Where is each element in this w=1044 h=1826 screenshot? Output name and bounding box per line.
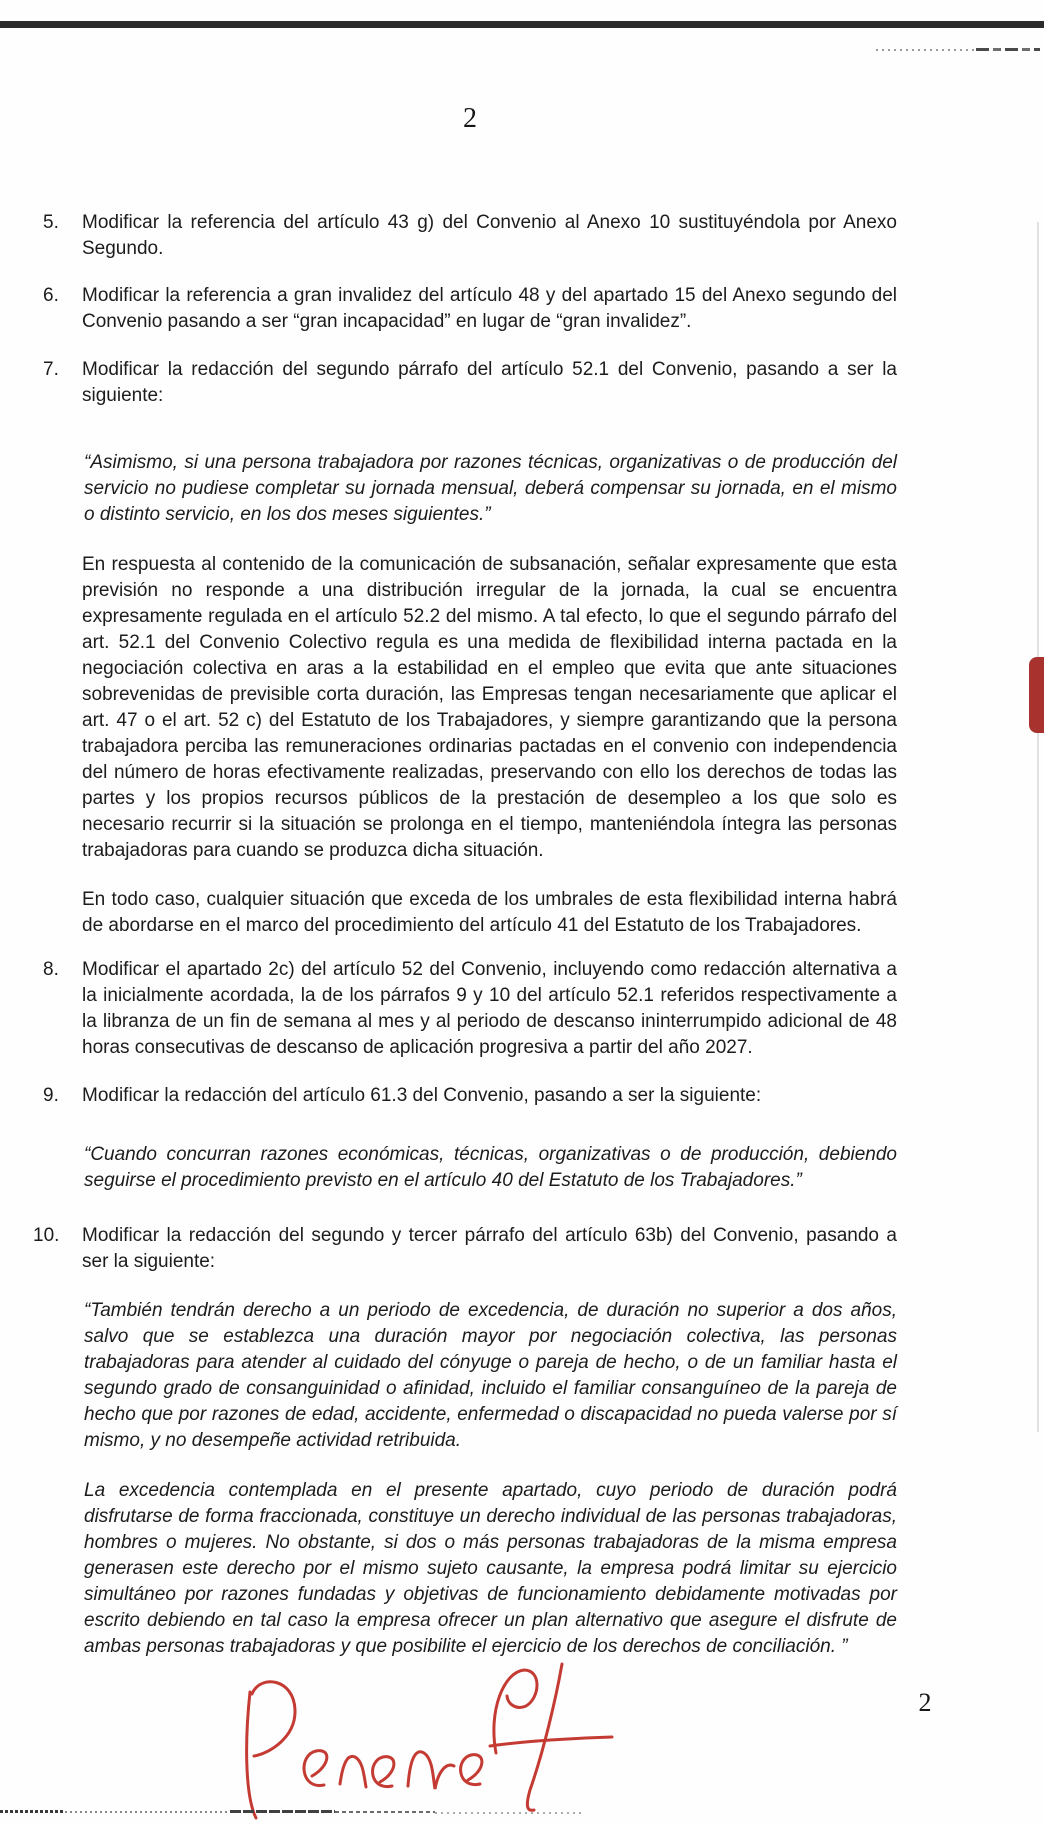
response-paragraph-2: En todo caso, cualquier situación que exceda de los umbrales de esta flexibilidad interna habrá de abordarse en el marco del procedimiento del artículo 41 del Estatuto de los Trabajadores.: [82, 889, 897, 936]
item-number: 9.: [43, 1085, 59, 1106]
item-text: Modificar el apartado 2c) del artículo 52 del Convenio, incluyendo como redacción alternativa a la inicialmente acordada, la de los párrafos 9 y 10 del artículo 52.1 referidos respectivamente a la libranza de un fin de semana al mes y al periodo de descanso ininterrumpido adicional de 48 horas consecutivas de descanso de aplicación progresiva a partir del año 2027.: [82, 959, 897, 1058]
item-number: 10.: [33, 1225, 60, 1246]
scan-edge-bar: [0, 21, 1044, 28]
list-item-6: [43, 283, 897, 335]
quote-article-63b-paragraph-1: “También tendrán derecho a un periodo de excedencia, de duración no superior a dos años, salvo que se establezca una duración mayor por negociación colectiva, las personas trabajadoras para atender al cuidado del cónyuge o pareja de hecho, o de un familiar hasta el segundo grado de consanguinidad o afinidad, incluido el familiar consanguíneo de la pareja de hecho que por razones de edad, accidente, enfermedad o discapacidad no pueda valerse por sí mismo, y no desempeñe actividad retribuida.: [84, 1300, 897, 1451]
scan-artifact-line: [876, 49, 976, 51]
scan-artifact-line: [230, 1810, 335, 1813]
red-annotation-marker[interactable]: [1029, 657, 1044, 733]
item-number: 7.: [43, 359, 59, 380]
scan-artifact-line: [435, 1812, 585, 1814]
list-item-10: [33, 1223, 897, 1275]
list-item-5: [43, 210, 897, 262]
item-text: Modificar la redacción del artículo 61.3 del Convenio, pasando a ser la siguiente:: [82, 1085, 762, 1106]
handwritten-signature: [200, 1658, 620, 1826]
scan-artifact-line: [335, 1811, 435, 1813]
quote-article-52-1: “Asimismo, si una persona trabajadora por razones técnicas, organizativas o de producción del servicio no pudiese completar su jornada mensual, deberá compensar su jornada, en el mismo o distinto servicio, en los dos meses siguientes.”: [84, 452, 897, 525]
list-item-7: [43, 357, 897, 409]
item-number: 6.: [43, 285, 59, 306]
quote-article-61-3: “Cuando concurran razones económicas, técnicas, organizativas o de producción, debiendo seguirse el procedimiento previsto en el artículo 40 del Estatuto de los Trabajadores.”: [84, 1144, 897, 1191]
item-text: Modificar la referencia a gran invalidez del artículo 48 y del apartado 15 del Anexo segundo del Convenio pasando a ser “gran incapacidad” en lugar de “gran invalidez”.: [82, 285, 897, 332]
item-number: 5.: [43, 212, 59, 233]
page-number-top: 2: [463, 103, 477, 134]
item-text: Modificar la redacción del segundo párrafo del artículo 52.1 del Convenio, pasando a ser la siguiente:: [82, 359, 897, 406]
scan-artifact-line: [0, 1810, 65, 1813]
item-text: Modificar la referencia del artículo 43 g) del Convenio al Anexo 10 sustituyéndola por Anexo Segundo.: [82, 212, 897, 259]
page-number-bottom: 2: [918, 1688, 932, 1717]
list-item-9: [43, 1083, 897, 1109]
scan-artifact-line: [65, 1811, 230, 1813]
scan-artifact-line: [976, 48, 1040, 51]
quote-article-63b-paragraph-2: La excedencia contemplada en el presente apartado, cuyo periodo de duración podrá disfrutarse de forma fraccionada, constituye un derecho individual de las personas trabajadoras, hombres o mujeres. No obstante, si dos o más personas trabajadoras de la misma empresa generasen este derecho por el mismo sujeto causante, la empresa podrá limitar su ejercicio simultáneo por razones fundadas y objetivas de funcionamiento debidamente motivadas por escrito debiendo en tal caso la empresa ofrecer un plan alternativo que asegure el disfrute de ambas personas trabajadoras y que posibilite el ejercicio de los derechos de conciliación. ”: [84, 1480, 897, 1657]
scroll-track-line: [1037, 222, 1039, 1432]
item-text: Modificar la redacción del segundo y tercer párrafo del artículo 63b) del Convenio, pasando a ser la siguiente:: [82, 1225, 897, 1272]
response-paragraph-1: En respuesta al contenido de la comunicación de subsanación, señalar expresamente que esta previsión no responde a una distribución irregular de la jornada, la cual se encuentra expresamente regulada en el artículo 52.2 del mismo. A tal efecto, lo que el segundo párrafo del art. 52.1 del Convenio Colectivo regula es una medida de flexibilidad interna pactada en la negociación colectiva en aras a la estabilidad en el empleo que evita que ante situaciones sobrevenidas de previsible corta duración, las Empresas tengan necesariamente que aplicar el art. 47 o el art. 52 c) del Estatuto de los Trabajadores, y siempre garantizando que la persona trabajadora perciba las remuneraciones ordinarias pactadas en el convenio con independencia del número de horas efectivamente realizadas, preservando con ello los derechos de todas las partes y los propios recursos públicos de la prestación de desempleo a los que solo es necesario recurrir si la situación se prolonga en el tiempo, manteniéndola íntegra las personas trabajadoras para cuando se produzca dicha situación.: [82, 554, 897, 861]
item-number: 8.: [43, 959, 59, 980]
list-item-8: [43, 957, 897, 1061]
